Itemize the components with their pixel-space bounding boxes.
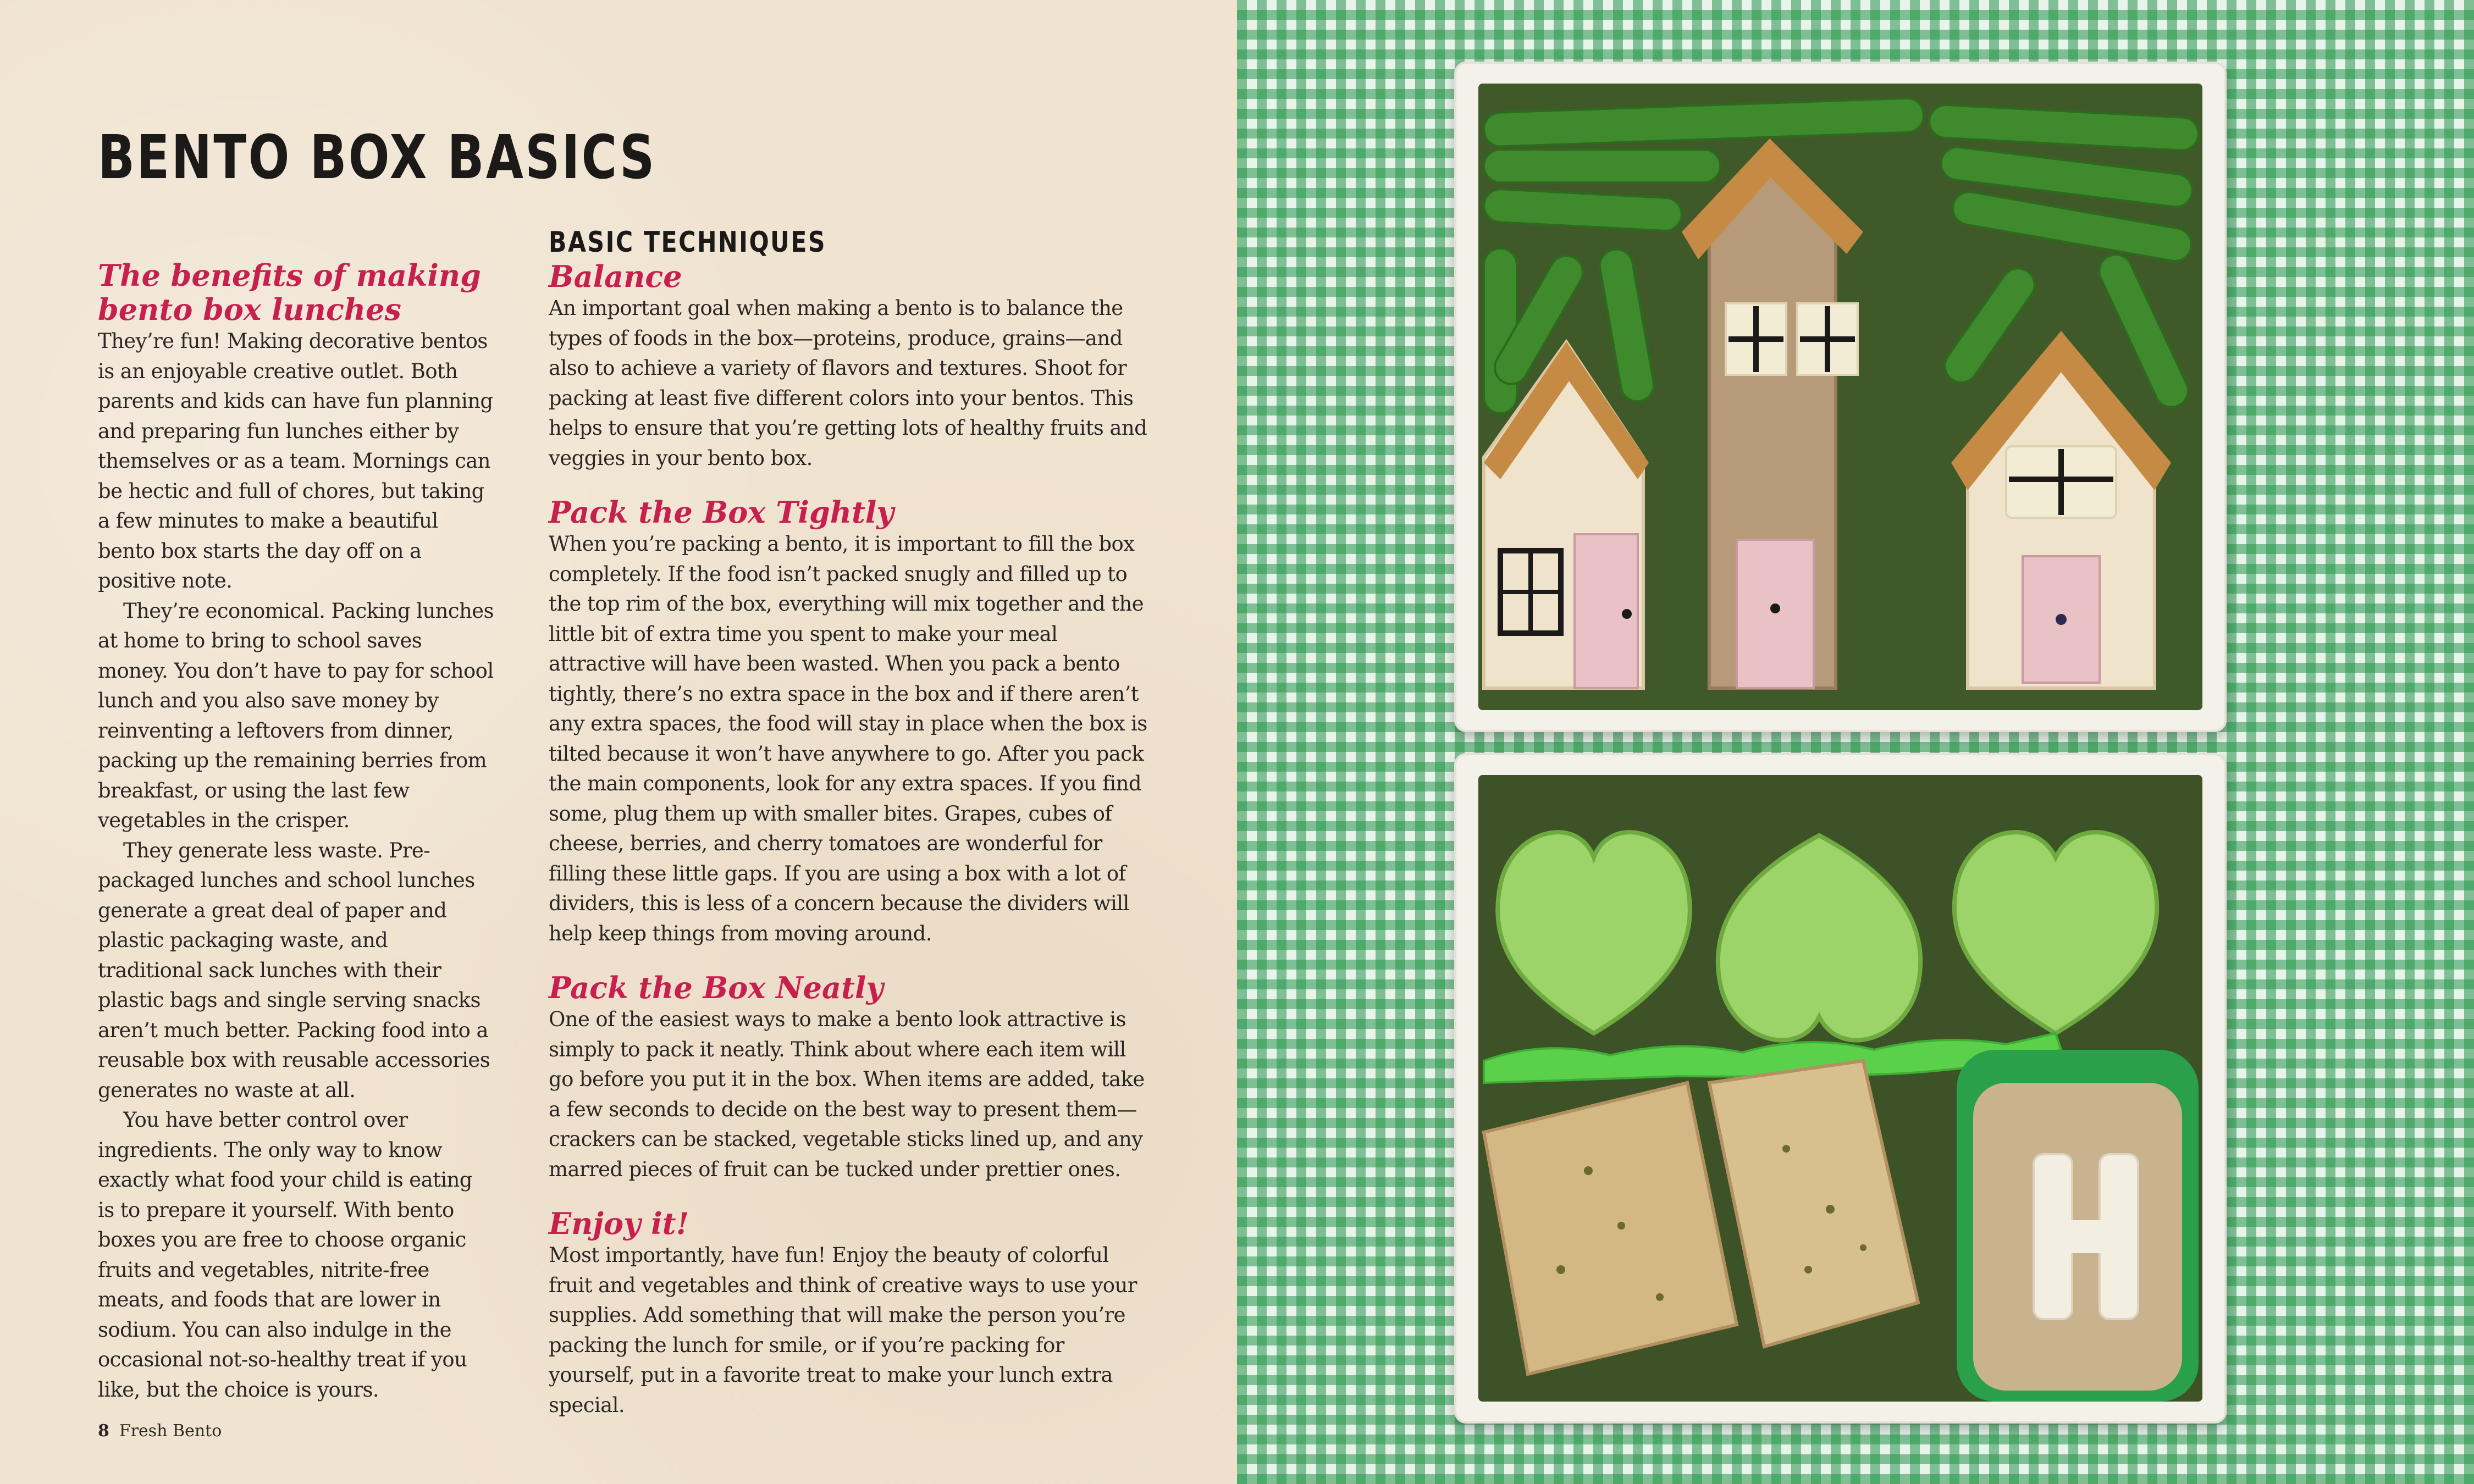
page-title: BENTO BOX BASICS xyxy=(98,122,656,192)
benefits-column xyxy=(98,258,494,1405)
page-footer xyxy=(98,1421,222,1441)
house-middle xyxy=(1682,139,1863,688)
techniques-column xyxy=(549,225,1153,1420)
top-bento-box xyxy=(1454,62,2227,732)
techniques-heading: BASIC TECHNIQUES xyxy=(549,226,827,259)
bottom-bento-box xyxy=(1454,753,2227,1424)
benefit-paragraph: They generate less waste. Pre-packaged lunches and school lunches generate a great deal of paper and plastic packaging waste, and traditional sack lunches with their plastic bags and single serving snacks aren’t much better. Packing food into a reusable box with reusable accessories generates no waste at all. xyxy=(98,838,490,1102)
pack-neatly-text: One of the easiest ways to make a bento look attractive is simply to pack it neatly. Think about where each item will go before you put it in the box. When items are added, take a few seconds to decide on the best way to present them— crackers can be stacked, vegetable sticks lined up, and any marred pieces of fruit can be tucked under prettier ones. xyxy=(549,1007,1145,1181)
pack-tightly-subhead: Pack the Box Tightly xyxy=(549,495,894,530)
houses-and-beans-image xyxy=(1478,84,2202,710)
pack-neatly-subhead: Pack the Box Neatly xyxy=(549,970,883,1005)
book-title: Fresh Bento xyxy=(119,1421,222,1441)
benefit-paragraph: They’re fun! Making decorative bentos is an enjoyable creative outlet. Both parents and kids can have fun planning and preparing fun lunches either by themselves or as a team. Mornings can be hectic and full of chores, but taking a few minutes to make a beautiful bento box starts the day off on a positive note. xyxy=(98,329,493,593)
bento-photo xyxy=(1237,0,2474,1484)
pack-tightly-text: When you’re packing a bento, it is important to fill the box completely. If the food isn’t packed snugly and filled up to the top rim of the box, everything will mix together and the little bit of extra time you spent to make your meal attractive will have been wasted. When you pack a bento tightly, there’s no extra space in the box and if there aren’t any extra spaces, the food will stay in place when the box is tilted because it won’t have anywhere to go. After you pack the main components, look for any extra spaces. If you find some, plug them up with smaller bites. Grapes, cubes of cheese, berries, and cherry tomatoes are wonderful for filling these little gaps. If you are using a box with a lot of dividers, this is less of a concern because the dividers will help keep things from moving around. xyxy=(549,532,1147,945)
hummus-cup xyxy=(1957,1050,2199,1402)
hearts-crackers-dip-image xyxy=(1478,775,2202,1402)
balance-text: An important goal when making a bento is to balance the types of foods in the box—proteins, produce, grains—and also to achieve a variety of flavors and textures. Shoot for packing at least five different colors into your bentos. This helps to ensure that you’re getting lots of healthy fruits and veggies in your bento box. xyxy=(549,296,1147,470)
page-number: 8 xyxy=(98,1421,109,1441)
enjoy-subhead: Enjoy it! xyxy=(549,1206,689,1241)
melon-hearts xyxy=(1498,832,2157,1040)
enjoy-text: Most importantly, have fun! Enjoy the beauty of colorful fruit and vegetables and think of creative ways to use your supplies. Add something that will make the person you’re packing the lunch for smile, or if you’re packing for yourself, put in a favorite treat to make your lunch extra special. xyxy=(549,1243,1137,1417)
top-bento-contents xyxy=(1478,84,2202,710)
benefits-subhead: The benefits of making bento box lunches xyxy=(98,258,481,327)
bottom-bento-contents xyxy=(1478,775,2202,1402)
benefit-paragraph: They’re economical. Packing lunches at home to bring to school saves money. You don’t have to pay for school lunch and you also save money by reinventing a leftovers from dinner, packing up the remaining berries from breakfast, or using the last few vegetables in the crisper. xyxy=(98,599,494,832)
balance-subhead: Balance xyxy=(549,259,682,294)
benefit-paragraph: You have better control over ingredients. The only way to know exactly what food your child is eating is to prepare it yourself. With bento boxes you are free to choose organic fruits and vegetables, nitrite-free meats, and foods that are lower in sodium. You can also indulge in the occasional not-so-healthy treat if you like, but the choice is yours. xyxy=(98,1108,472,1402)
